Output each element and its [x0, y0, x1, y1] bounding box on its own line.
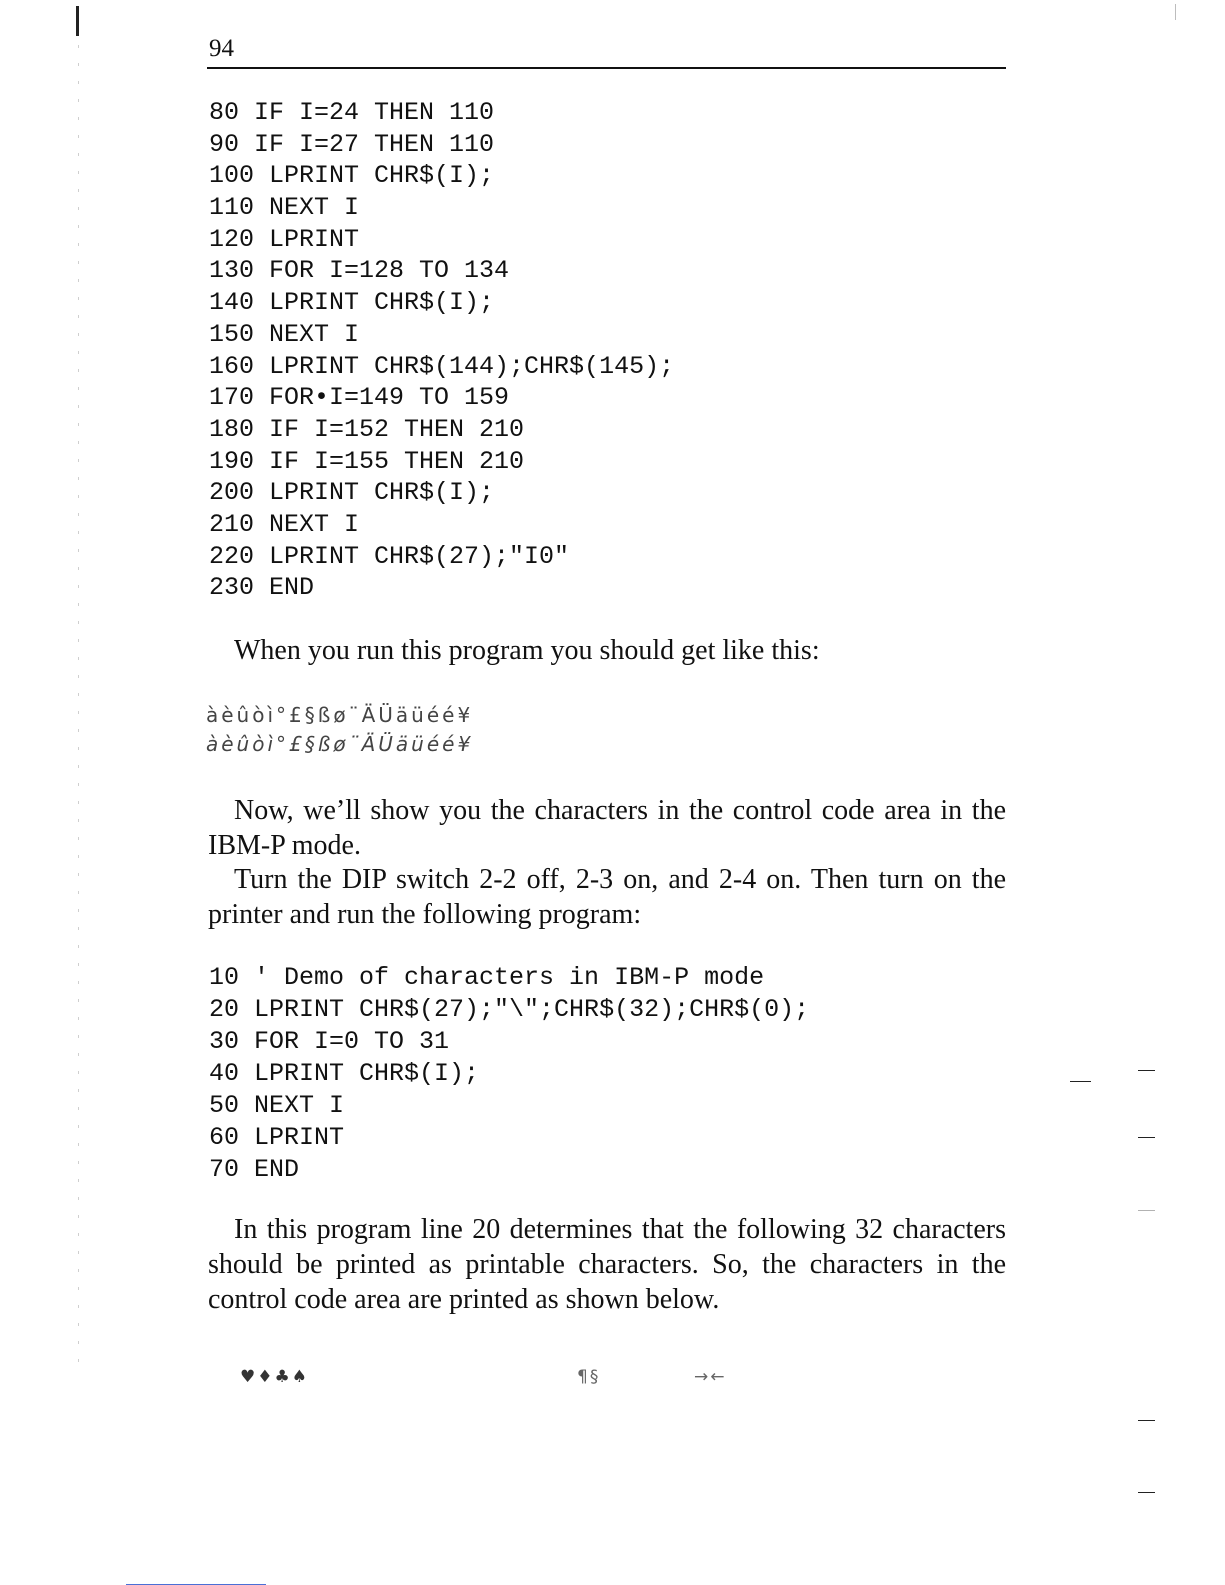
card-suit-glyphs: ♥♦♣♠	[240, 1367, 309, 1387]
code-line: 220 LPRINT CHR$(27);"I0"	[209, 541, 570, 571]
code-line: 100 LPRINT CHR$(I);	[209, 161, 495, 191]
right-edge-dash	[1138, 1210, 1155, 1211]
page-number: 94	[209, 35, 234, 62]
code-line: 140 LPRINT CHR$(I);	[209, 288, 495, 318]
code-line: 200 LPRINT CHR$(I);	[209, 478, 495, 508]
code-line: 40 LPRINT CHR$(I);	[209, 1059, 480, 1088]
code-line: 20 LPRINT CHR$(27);"\";CHR$(32);CHR$(0);	[209, 995, 810, 1024]
code-line: 110 NEXT I	[209, 193, 360, 223]
left-edge-speckle	[78, 45, 79, 1375]
paragraph-control-code	[208, 793, 1006, 863]
code-line: 130 FOR I=128 TO 134	[209, 256, 510, 286]
code-line: 10 ' Demo of characters in IBM-P mode	[209, 963, 765, 992]
right-edge-dash	[1138, 1070, 1155, 1071]
code-line: 120 LPRINT	[209, 224, 360, 254]
left-binding-mark	[76, 6, 79, 36]
code-line: 90 IF I=27 THEN 110	[209, 129, 495, 159]
code-line: 50 NEXT I	[209, 1091, 345, 1120]
paragraph-line-20-explanation	[208, 1212, 1006, 1317]
pilcrow-section-glyphs: ¶§	[577, 1367, 601, 1387]
paragraph-text: When you run this program you should get like this:	[234, 635, 820, 666]
right-edge-dash	[1138, 1492, 1155, 1493]
paragraph-text: In this program line 20 determines that the following 32 characters should be printed as printable characters. So, the characters in the control code area are printed as shown below.	[208, 1214, 1006, 1315]
sample-output-line-2: àèûòì°£§ßø¨ÄÜäüéé¥	[206, 732, 474, 756]
code-listing-1	[209, 97, 674, 604]
code-line: 190 IF I=155 THEN 210	[209, 446, 525, 476]
paragraph-text: Now, we’ll show you the characters in the control code area in the IBM-P mode.	[208, 795, 1006, 861]
right-edge-dash	[1138, 1137, 1155, 1138]
code-line: 30 FOR I=0 TO 31	[209, 1027, 450, 1056]
code-line: 60 LPRINT	[209, 1123, 345, 1152]
code-line: 170 FOR•I=149 TO 159	[209, 383, 510, 413]
right-edge-dash	[1070, 1081, 1091, 1082]
code-line: 160 LPRINT CHR$(144);CHR$(145);	[209, 351, 675, 381]
code-line: 70 END	[209, 1155, 300, 1184]
arrow-glyphs: →←	[694, 1367, 727, 1387]
right-edge-dash	[1138, 1420, 1155, 1421]
right-top-mark	[1175, 4, 1176, 20]
paragraph-text: Turn the DIP switch 2-2 off, 2-3 on, and 2-4 on. Then turn on the printer and run the following program:	[208, 864, 1006, 930]
paragraph-run-result	[208, 633, 1006, 668]
code-line: 210 NEXT I	[209, 509, 360, 539]
code-line: 150 NEXT I	[209, 319, 360, 349]
code-line: 230 END	[209, 573, 315, 603]
header-rule	[207, 67, 1006, 69]
paragraph-dip-switch	[208, 862, 1006, 932]
code-listing-2	[209, 962, 809, 1186]
code-line: 180 IF I=152 THEN 210	[209, 414, 525, 444]
sample-output-line-1: àèûòì°£§ßø¨ÄÜäüéé¥	[206, 703, 474, 727]
code-line: 80 IF I=24 THEN 110	[209, 98, 495, 127]
